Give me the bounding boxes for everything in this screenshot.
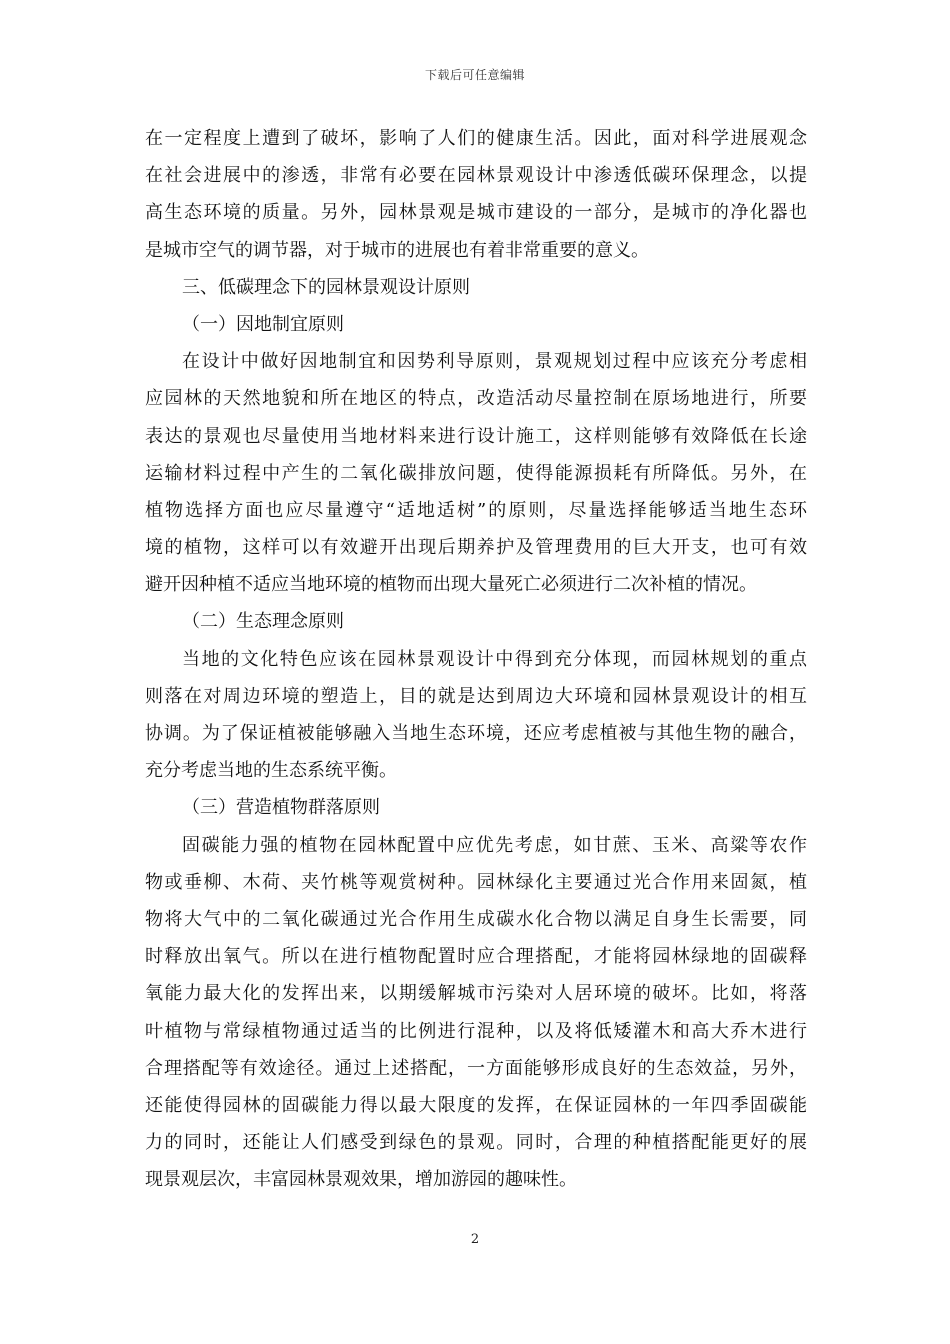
body-line: 当地的文化特色应该在园林景观设计中得到充分体现，而园林规划的重点 <box>182 648 807 670</box>
body-line: 合理搭配等有效途径。通过上述搭配，一方面能够形成良好的生态效益，另外， <box>145 1057 807 1079</box>
body-line: 在社会进展中的渗透，非常有必要在园林景观设计中渗透低碳环保理念，以提 <box>145 165 807 187</box>
body-line: 表达的景观也尽量使用当地材料来进行设计施工，这样则能够有效降低在长途 <box>145 425 807 447</box>
body-line: 是城市空气的调节器，对于城市的进展也有着非常重要的意义。 <box>145 239 649 261</box>
body-line: 运输材料过程中产生的二氧化碳排放问题，使得能源损耗有所降低。另外，在 <box>145 462 807 484</box>
body-line: 物或垂柳、木荷、夹竹桃等观赏树种。园林绿化主要通过光合作用来固氮，植 <box>145 871 807 893</box>
body-line: 则落在对周边环境的塑造上，目的就是达到周边大环境和园林景观设计的相互 <box>145 685 807 707</box>
body-line: 高生态环境的质量。另外，园林景观是城市建设的一部分，是城市的净化器也 <box>145 202 807 224</box>
section-heading: 三、低碳理念下的园林景观设计原则 <box>182 276 470 298</box>
body-line: 在设计中做好因地制宜和因势利导原则，景观规划过程中应该充分考虑相 <box>182 351 807 373</box>
subsection-heading: （一）因地制宜原则 <box>182 313 344 335</box>
document-body <box>145 120 807 1198</box>
page-number: 2 <box>470 1232 480 1247</box>
subsection-heading: （三）营造植物群落原则 <box>182 797 380 819</box>
body-line: 境的植物，这样可以有效避开出现后期养护及管理费用的巨大开支，也可有效 <box>145 537 807 559</box>
body-line: 协调。为了保证植被能够融入当地生态环境，还应考虑植被与其他生物的融合， <box>145 723 807 744</box>
body-line: 在一定程度上遭到了破坏，影响了人们的健康生活。因此，面对科学进展观念 <box>145 128 807 149</box>
page-header: 下载后可任意编辑 <box>424 68 525 82</box>
body-line: 氧能力最大化的发挥出来，以期缓解城市污染对人居环境的破坏。比如，将落 <box>145 983 807 1005</box>
subsection-heading: （二）生态理念原则 <box>182 611 344 633</box>
body-line: 植物选择方面也应尽量遵守“适地适树”的原则，尽量选择能够适当地生态环 <box>145 499 807 521</box>
body-line: 现景观层次，丰富园林景观效果，增加游园的趣味性。 <box>145 1169 577 1191</box>
body-line: 固碳能力强的植物在园林配置中应优先考虑，如甘蔗、玉米、高粱等农作 <box>182 834 807 856</box>
body-line: 充分考虑当地的生态系统平衡。 <box>145 760 397 782</box>
body-line: 物将大气中的二氧化碳通过光合作用生成碳水化合物以满足自身生长需要，同 <box>145 908 807 930</box>
body-line: 时释放出氧气。所以在进行植物配置时应合理搭配，才能将园林绿地的固碳释 <box>145 946 807 968</box>
body-line: 应园林的天然地貌和所在地区的特点，改造活动尽量控制在原场地进行，所要 <box>145 388 807 410</box>
body-line: 力的同时，还能让人们感受到绿色的景观。同时，合理的种植搭配能更好的展 <box>145 1132 807 1154</box>
body-line: 避开因种植不适应当地环境的植物而出现大量死亡必须进行二次补植的情况。 <box>145 574 757 596</box>
body-line: 叶植物与常绿植物通过适当的比例进行混种，以及将低矮灌木和高大乔木进行 <box>145 1020 807 1042</box>
body-line: 还能使得园林的固碳能力得以最大限度的发挥，在保证园林的一年四季固碳能 <box>145 1094 807 1116</box>
